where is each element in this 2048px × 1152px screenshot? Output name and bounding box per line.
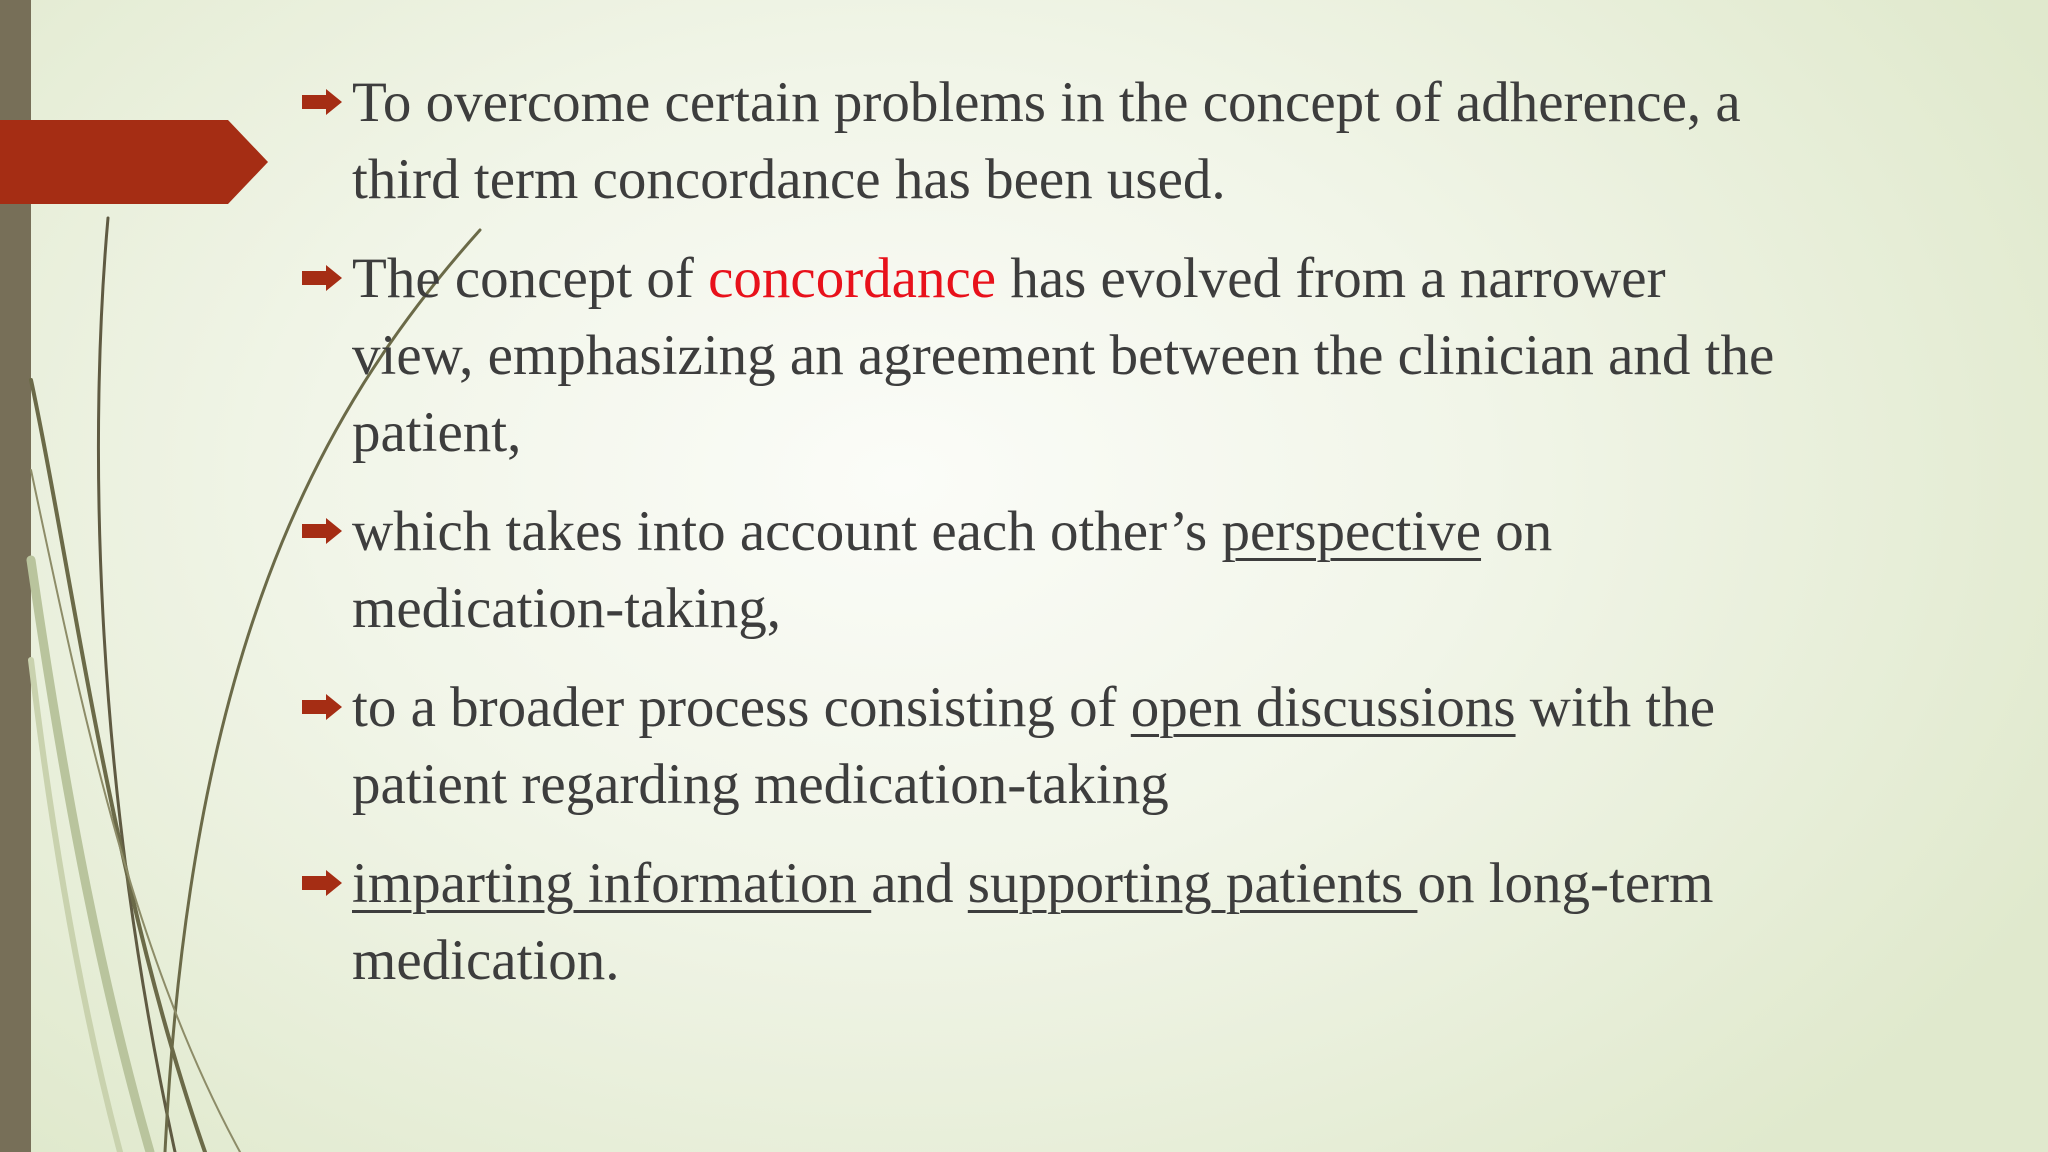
arrow-bullet-icon [298, 88, 346, 116]
bullet-5-underlined-2: supporting patients [967, 852, 1418, 915]
bullet-5-mid: and [871, 852, 968, 915]
bullet-3-post: on medication-taking, [352, 500, 1553, 640]
bullet-item-5 [298, 845, 1798, 999]
bullet-item-2 [298, 240, 1798, 471]
bullet-1-text: To overcome certain problems in the concept of adherence, a third term concordance has been used. [352, 71, 1741, 211]
bullet-3-underlined: perspective [1221, 500, 1482, 563]
arrow-bullet-icon [298, 869, 346, 897]
bullet-2-pre: The concept of [352, 247, 709, 310]
accent-arrow-tab [0, 120, 268, 204]
arrow-bullet-icon [298, 264, 346, 292]
bullet-5-post: on long-term medication. [352, 852, 1714, 992]
bullet-4-pre: to a broader process consisting of [352, 676, 1131, 739]
bullet-item-3 [298, 493, 1798, 647]
bullet-list [298, 64, 1798, 1021]
bullet-item-1 [298, 64, 1798, 218]
bullet-item-4 [298, 669, 1798, 823]
bullet-4-underlined: open discussions [1130, 676, 1516, 739]
bullet-4-post: with the patient regarding medication-taking [352, 676, 1716, 816]
arrow-bullet-icon [298, 693, 346, 721]
arrow-bullet-icon [298, 517, 346, 545]
bullet-5-underlined-1: imparting information [352, 852, 872, 915]
bullet-2-post: has evolved from a narrower view, emphasizing an agreement between the clinician and the patient, [352, 247, 1775, 464]
bullet-3-pre: which takes into account each other’s [352, 500, 1222, 563]
bullet-2-highlight: concordance [708, 247, 997, 310]
